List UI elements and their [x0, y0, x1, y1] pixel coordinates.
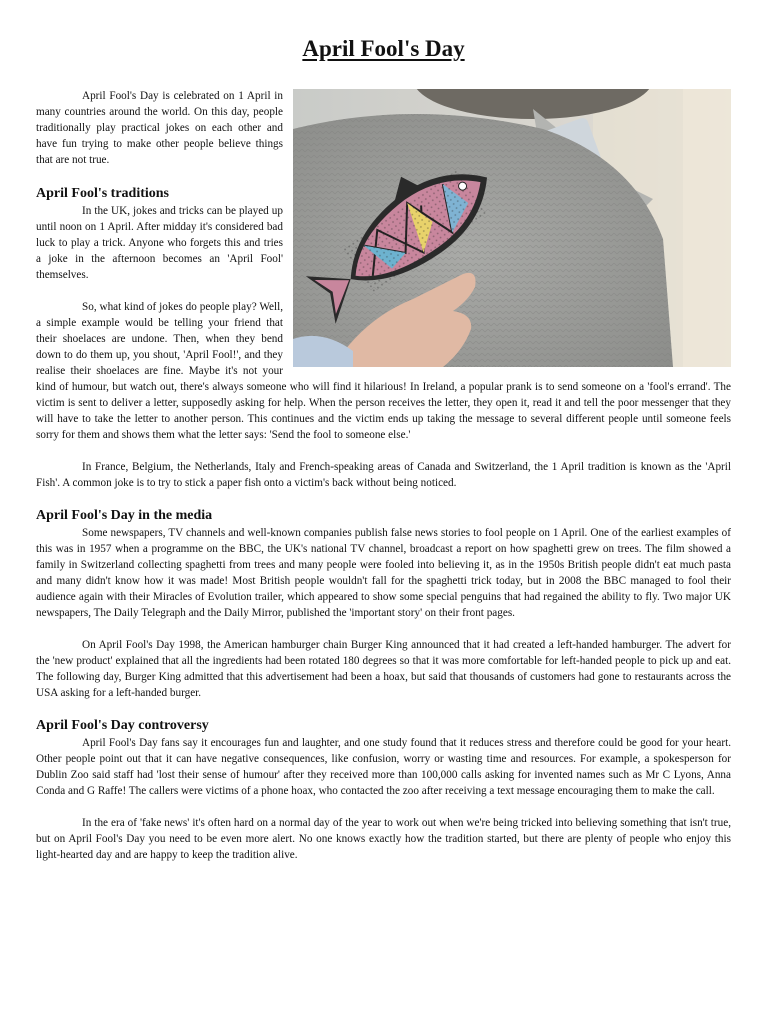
page-title: April Fool's Day	[302, 36, 465, 61]
section-heading-traditions: April Fool's traditions	[36, 186, 170, 201]
controversy-paragraph-2: In the era of 'fake news' it's often hard on a normal day of the year to work out when we're being tricked into believing something that isn't true, but on April Fool's Day you need to be even more alert. No one knows exactly how the tradition started, but there are plenty of people who enjoy this light-hearted day and are happy to keep the tradition alive.	[36, 817, 731, 861]
controversy-paragraph-1: April Fool's Day fans say it encourages fun and laughter, and one study found that it reduces stress and therefore could be good for your heart. Other people point out that it can have negative consequences, like confusion, worry or wasting time and resources. For example, a spokesperson for Dublin Zoo said staff had 'lost their sense of humour' after they received more than 100,000 calls asking for invented names such as Mr C Lyons, Anna Conda and G Raffe! The callers were victims of a phone hoax, who contacted the zoo after receiving a text message encouraging them to make the call.	[36, 737, 731, 797]
media-paragraph-1: Some newspapers, TV channels and well-known companies publish false news stories to fool people on 1 April. One of the earliest examples of this was in 1957 when a programme on the BBC, the UK's national TV channel, broadcast a report on how spaghetti grew on trees. The film showed a family in Switzerland collecting spaghetti from trees and many people were fooled into believing it, as in the 1950s British people didn't eat much pasta and many didn't know how it was made! Most British people wouldn't fall for the spaghetti trick today, but in 2008 the BBC managed to fool their audience again with their Miracles of Evolution trailer, which appeared to show some special penguins that had regained the ability to fly. Two major UK newspapers, The Daily Telegraph and the Daily Mirror, published the 'important story' on their front pages.	[36, 527, 731, 619]
intro-paragraph: April Fool's Day is celebrated on 1 April in many countries around the world. On this day, people traditionally play practical jokes on each other and have fun trying to make other people believe things that are not true.	[36, 90, 283, 166]
traditions-paragraph-1: In the UK, jokes and tricks can be played up until noon on 1 April. After midday it's considered bad luck to play a trick. Anyone who forgets this and tries a joke in the afternoon becomes an 'April Fool' themselves.	[36, 205, 283, 281]
media-paragraph-2: On April Fool's Day 1998, the American hamburger chain Burger King announced that it had created a left-handed hamburger. The advert for the 'new product' explained that all the ingredients had been rotated 180 degrees so that it was more comfortable for left-handed people to pick up and eat. The following day, Burger King admitted that this advertisement had been a hoax, but said that thousands of customers had gone to restaurants across the USA asking for a left-handed burger.	[36, 639, 731, 699]
traditions-paragraph-3: In France, Belgium, the Netherlands, Italy and French-speaking areas of Canada and Switzerland, the 1 April tradition is known as the 'April Fish'. A common joke is to try to stick a paper fish onto a victim's back without being noticed.	[36, 461, 731, 489]
article	[36, 34, 731, 863]
paper-fish-on-back-photo	[293, 89, 731, 367]
traditions-paragraph-2: So, what kind of jokes do people play? Well, a simple example would be telling your friend that their shoelaces are undone. Then, when they bend down to do them up, you shout, 'April Fool!', and they realise their shoelaces are fine. Maybe it's not your kind of humour, but watch out, there's always someone who will find it hilarious! In Ireland, a popular prank is to send someone on a 'fool's errand'. The victim is sent to deliver a letter, supposedly asking for help. When the person receives the letter, they open it, read it and tell the poor messenger that they will have to take the letter to another person. This continues and the victim ends up taking the message to several different people until someone feels sorry for them and shows them what the letter says: 'Send the fool to someone else.'	[36, 301, 731, 441]
section-heading-media: April Fool's Day in the media	[36, 508, 213, 523]
section-heading-controversy: April Fool's Day controversy	[36, 718, 209, 733]
